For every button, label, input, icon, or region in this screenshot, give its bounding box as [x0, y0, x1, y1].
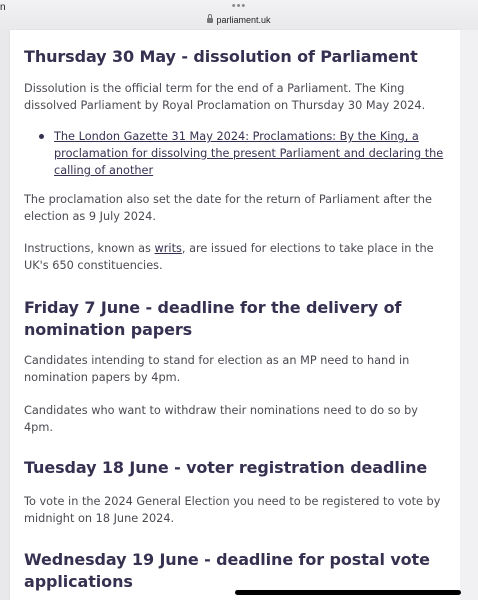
home-indicator[interactable] — [235, 590, 461, 595]
address-bar[interactable] — [0, 14, 478, 26]
heading-dissolution: Thursday 30 May - dissolution of Parliament — [24, 47, 418, 66]
page-content-panel — [10, 30, 460, 600]
browser-top-bar — [0, 0, 478, 30]
writs-paragraph — [24, 240, 444, 274]
withdraw-paragraph: Candidates who want to withdraw their nominations need to do so by 4pm. — [24, 404, 418, 434]
nomination-paragraph: Candidates intending to stand for election as an MP need to hand in nomination papers by 4pm. — [24, 354, 410, 384]
bullet-icon — [39, 134, 44, 139]
writs-text-after: , are issued for elections to take place in the UK's 650 constituencies. — [24, 242, 434, 272]
heading-postal-vote: Wednesday 19 June - deadline for postal vote applications — [24, 550, 430, 591]
heading-nomination-deadline: Friday 7 June - deadline for the delivery of nomination papers — [24, 298, 402, 339]
url-text: parliament.uk — [216, 15, 271, 25]
more-options-icon[interactable]: ••• — [231, 0, 247, 12]
writs-link[interactable]: writs — [154, 242, 182, 255]
dissolution-links-list — [24, 128, 444, 179]
dissolution-paragraph: Dissolution is the official term for the end of a Parliament. The King dissolved Parliament by Royal Proclamation on Thursday 30 May 2024. — [24, 82, 426, 112]
heading-voter-registration: Tuesday 18 June - voter registration deadline — [24, 458, 428, 477]
page-margin — [460, 30, 478, 600]
list-item — [24, 128, 444, 179]
london-gazette-link[interactable]: The London Gazette 31 May 2024: Proclamations: By the King, a proclamation for dissolving the present Parliament and declaring the calling of another — [54, 130, 444, 177]
writs-text-before: Instructions, known as — [24, 242, 155, 255]
registration-paragraph: To vote in the 2024 General Election you need to be registered to vote by midnight on 18 June 2024. — [24, 495, 441, 525]
cut-off-text: n — [0, 2, 6, 13]
lock-icon — [207, 18, 213, 23]
proclamation-paragraph: The proclamation also set the date for the return of Parliament after the election as 9 July 2024. — [24, 193, 432, 223]
